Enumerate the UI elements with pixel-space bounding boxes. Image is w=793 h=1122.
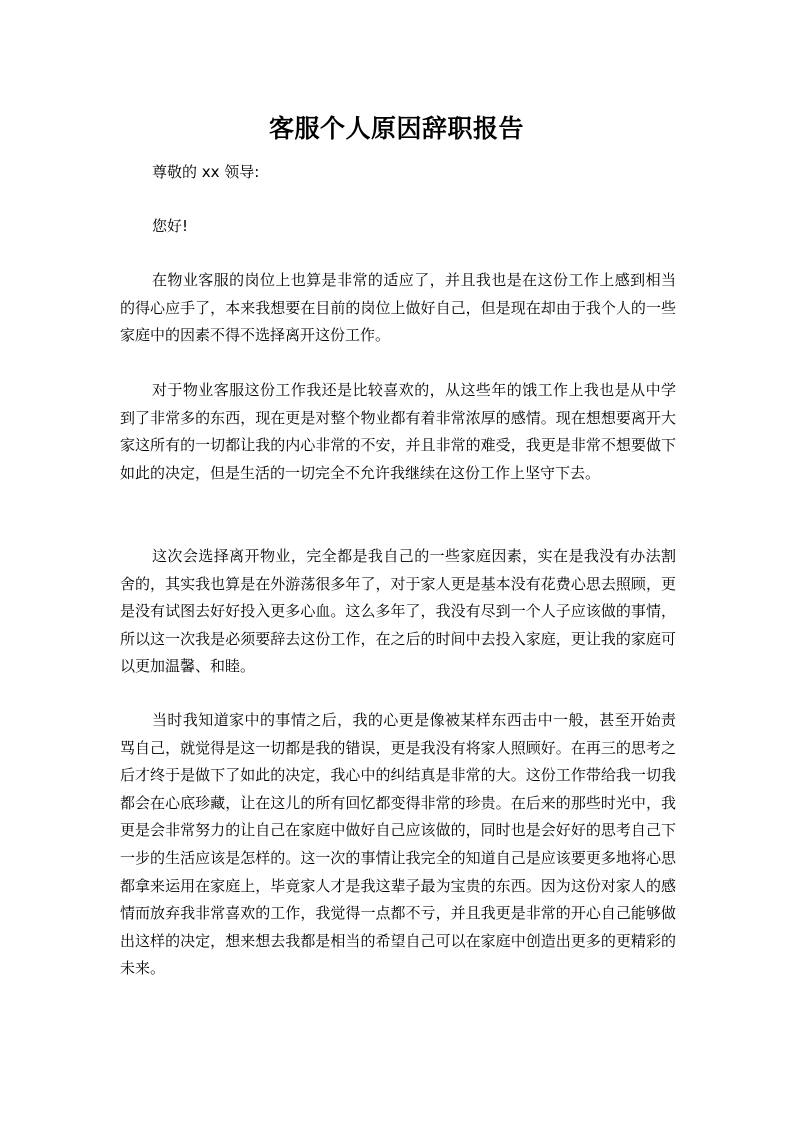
body-paragraph-2: 对于物业客服这份工作我还是比较喜欢的，从这些年的饿工作上我也是从中学到了非常多的东西，现在更是对整个物业都有着非常浓厚的感情。现在想想要离开大家这所有的一切都让我的内心非常的不安，并且非常的难受，我更是非常不想要做下如此的决定，但是生活的一切完全不允许我继续在这份工作上坚守下去。: [120, 381, 676, 482]
greeting: 您好!: [152, 217, 189, 235]
body-paragraph-1: 在物业客服的岗位上也算是非常的适应了，并且我也是在这份工作上感到相当的得心应手了，本来我想要在目前的岗位上做好自己，但是现在却由于我个人的一些家庭中的因素不得不选择离开这份工作。: [120, 271, 676, 345]
document-title: 客服个人原因辞职报告: [268, 114, 524, 143]
body-paragraph-4: 当时我知道家中的事情之后，我的心更是像被某样东西击中一般，甚至开始责骂自己，就觉得是这一切都是我的错误，更是我没有将家人照顾好。在再三的思考之后才终于是做下了如此的决定，我心中的纠结真是非常的大。这份工作带给我一切我都会在心底珍藏，让在这儿的所有回忆都变得非常的珍贵。在后来的那些时光中，我更是会非常努力的让自己在家庭中做好自己应该做的，同时也是会好好的思考自己下一步的生活应该是怎样的。这一次的事情让我完全的知道自己是应该要更多地将心思都拿来运用在家庭上，毕竟家人才是我这辈子最为宝贵的东西。因为这份对家人的感情而放弃我非常喜欢的工作，我觉得一点都不亏，并且我更是非常的开心自己能够做出这样的决定，想来想去我都是相当的希望自己可以在家庭中创造出更多的更精彩的未来。: [120, 711, 676, 978]
body-paragraph-3: 这次会选择离开物业，完全都是我自己的一些家庭因素，实在是我没有办法割舍的，其实我也算是在外游荡很多年了，对于家人更是基本没有花费心思去照顾，更是没有试图去好好投入更多心血。这么多年了，我没有尽到一个人子应该做的事情，所以这一次我是必须要辞去这份工作，在之后的时间中去投入家庭，更让我的家庭可以更加温馨、和睦。: [120, 547, 676, 676]
salutation: 尊敬的 xx 领导:: [152, 163, 260, 181]
